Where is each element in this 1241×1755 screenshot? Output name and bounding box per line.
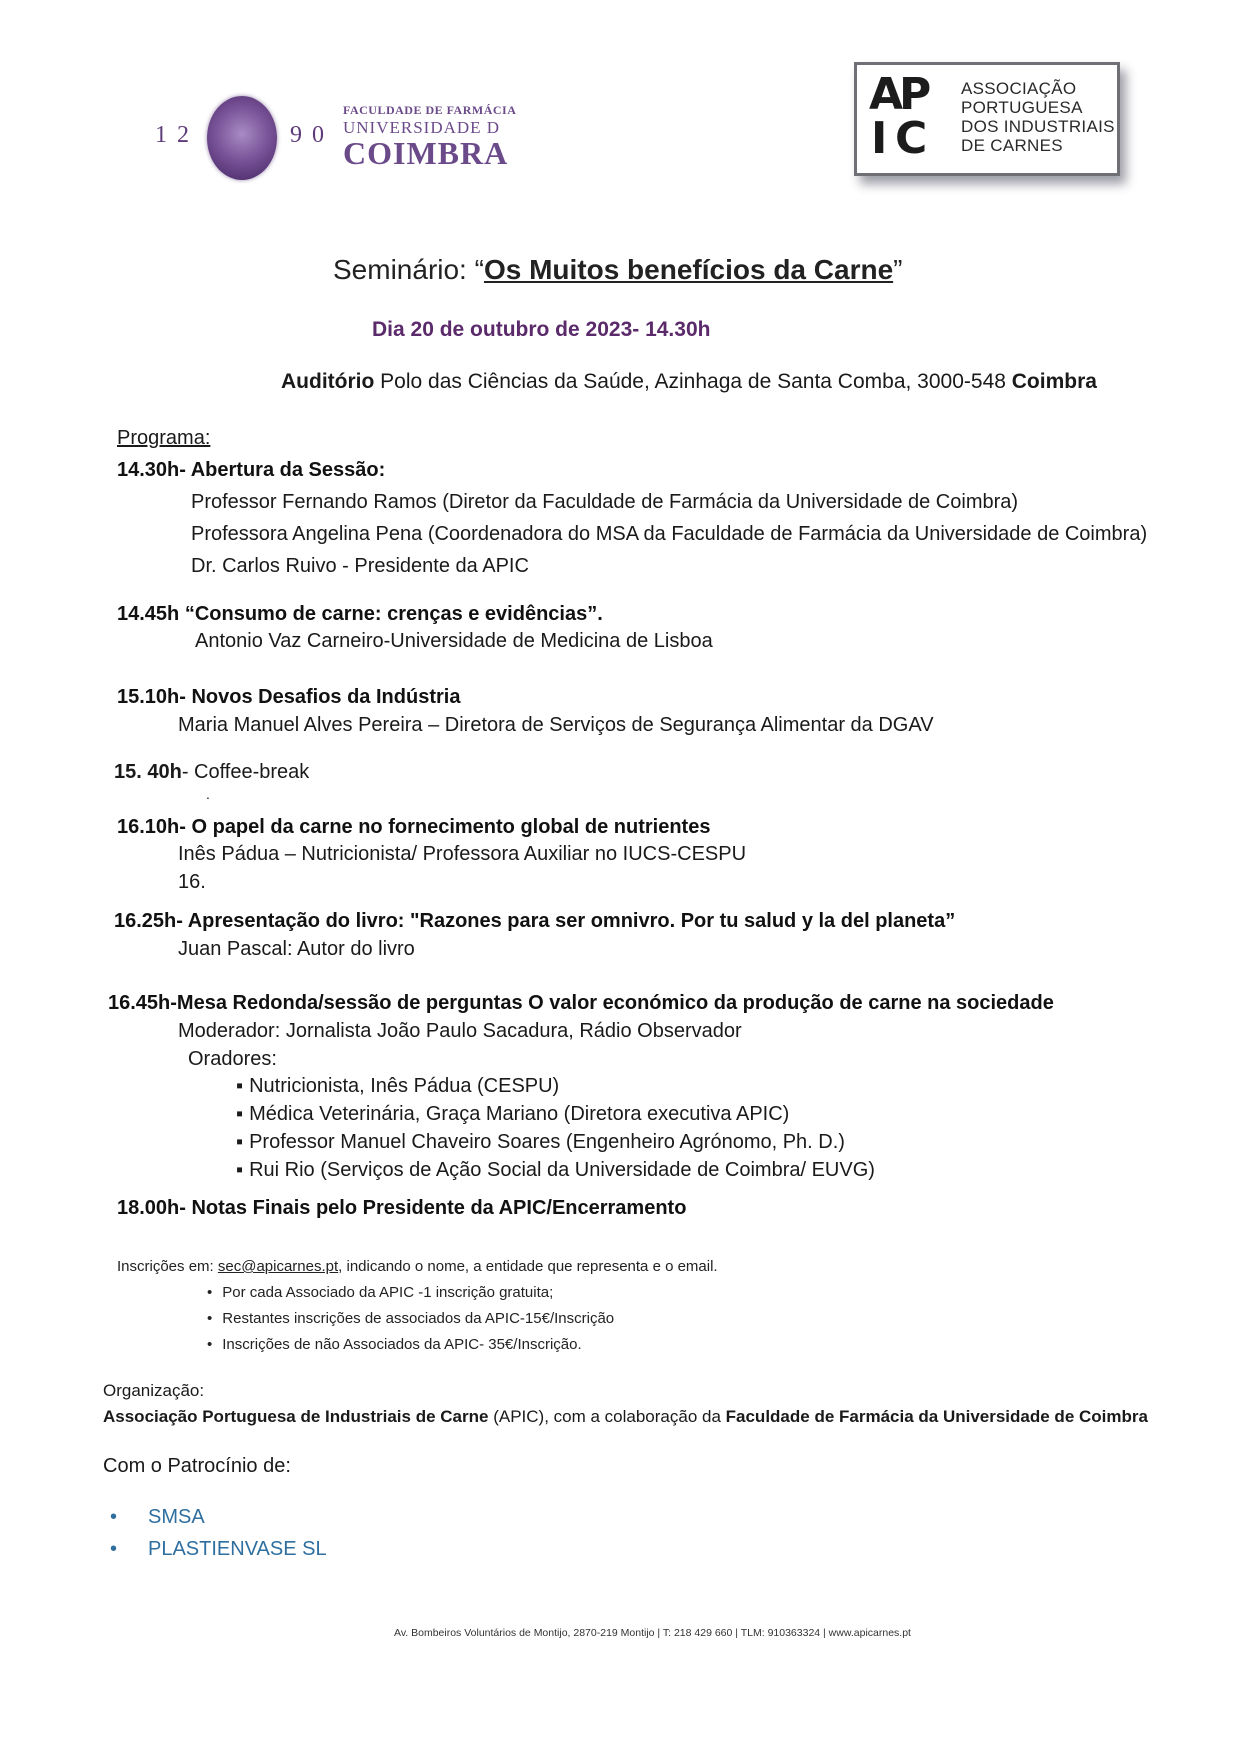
session-speaker: Inês Pádua – Nutricionista/ Professora Auxiliar no IUCS-CESPU [178,843,747,865]
stray-dot: . [206,786,210,802]
seminar-title [333,254,902,286]
round-table-speaker: ▪ Rui Rio (Serviços de Ação Social da Universidade de Coimbra/ EUVG) [236,1159,875,1182]
venue-city: Coimbra [1011,370,1097,393]
title-suffix: ” [893,254,903,285]
apic-logo [854,62,1120,176]
title-name: Os Muitos benefícios da Carne [483,254,894,285]
session-speaker: Antonio Vaz Carneiro-Universidade de Medicina de Lisboa [195,630,713,652]
apic-line3: DOS INDUSTRIAIS [961,117,1115,136]
registration-suffix: , indicando o nome, a entidade que representa e o email. [338,1258,718,1275]
faculty-name [343,104,516,169]
opening-speaker: Professor Fernando Ramos (Diretor da Faculdade de Farmácia da Universidade de Coimbra) [191,491,1019,513]
round-table-speaker: ▪ Professor Manuel Chaveiro Soares (Engenheiro Agrónomo, Ph. D.) [236,1131,845,1154]
session-title: 15.10h- Novos Desafios da Indústria [117,686,461,708]
university-seal-icon [207,96,277,180]
opening-title: 14.30h- Abertura da Sessão: [117,459,386,481]
coffee-time: 15. 40h [114,761,182,783]
registration-info [117,1258,718,1275]
apic-mark-icon: A P I C [869,69,932,164]
logo-year-right: 9 0 [290,122,326,148]
bullet-icon: • [110,1538,118,1560]
bullet-icon: • [110,1506,118,1528]
registration-item: • Restantes inscrições de associados da APIC-15€/Inscrição [207,1310,614,1327]
faculty-logo [155,92,515,184]
session-title: 14.45h “Consumo de carne: crenças e evidências”. [117,603,603,625]
registration-item: • Por cada Associado da APIC -1 inscrição gratuita; [207,1284,553,1301]
program-heading: Programa: [117,427,211,449]
organization-details [103,1407,1148,1427]
session-title: 16.45h-Mesa Redonda/sessão de perguntas O valor económico da produção de carne na sociedade [108,992,1054,1014]
faculty-line1: FACULDADE DE FARMÁCIA [343,103,517,117]
logo-year-left: 1 2 [155,122,191,148]
venue-address: Polo das Ciências da Saúde, Azinhaga de Santa Comba, 3000-548 [374,370,1012,393]
organization-label: Organização: [103,1381,205,1400]
footer-contact: Av. Bombeiros Voluntários de Montijo, 2870-219 Montijo | T: 218 429 660 | TLM: 910363324 | www.apicarnes.pt [394,1627,911,1639]
organization-partner: Faculdade de Farmácia da Universidade de Coimbra [725,1407,1148,1426]
registration-item: • Inscrições de não Associados da APIC- 35€/Inscrição. [207,1336,582,1353]
faculty-line2: UNIVERSIDADE D [343,118,501,137]
organization-name: Associação Portuguesa de Industriais de Carne [103,1407,489,1426]
apic-line4: DE CARNES [961,136,1063,155]
moderator: Moderador: Jornalista João Paulo Sacadura, Rádio Observador [178,1020,742,1042]
stray-text: 16. [178,871,206,893]
registration-email-link[interactable]: sec@apicarnes.pt [217,1258,339,1275]
organization-middle: (APIC), com a colaboração da [488,1407,726,1426]
speakers-label: Oradores: [188,1048,277,1070]
coffee-break [114,761,309,784]
session-title: 16.10h- O papel da carne no fornecimento global de nutrientes [117,816,711,838]
apic-line1: ASSOCIAÇÃO [961,79,1077,98]
opening-speaker: Professora Angelina Pena (Coordenadora do MSA da Faculdade de Farmácia da Universidade de Coimbra) [191,523,1148,545]
registration-prefix: Inscrições em: [117,1258,218,1275]
closing-title: 18.00h- Notas Finais pelo Presidente da APIC/Encerramento [117,1197,687,1219]
session-speaker: Maria Manuel Alves Pereira – Diretora de Serviços de Segurança Alimentar da DGAV [178,714,934,736]
sponsor-item: PLASTIENVASE SL [148,1538,327,1560]
session-title: 16.25h- Apresentação do livro: "Razones para ser omnivro. Por tu salud y la del planeta” [114,910,956,932]
sponsor-item: SMSA [148,1506,205,1528]
faculty-line3: COIMBRA [343,135,509,171]
event-venue [281,370,1097,394]
sponsorship-label: Com o Patrocínio de: [103,1455,291,1477]
title-prefix: Seminário: “ [333,254,484,285]
round-table-speaker: ▪ Médica Veterinária, Graça Mariano (Diretora executiva APIC) [236,1103,789,1126]
event-date: Dia 20 de outubro de 2023- 14.30h [372,318,711,341]
venue-label: Auditório [281,370,375,393]
apic-name [961,79,1115,155]
session-speaker: Juan Pascal: Autor do livro [178,938,415,960]
round-table-speaker: ▪ Nutricionista, Inês Pádua (CESPU) [236,1075,559,1098]
coffee-label: - Coffee-break [181,761,310,783]
apic-line2: PORTUGUESA [961,98,1083,117]
opening-speaker: Dr. Carlos Ruivo - Presidente da APIC [191,555,529,577]
